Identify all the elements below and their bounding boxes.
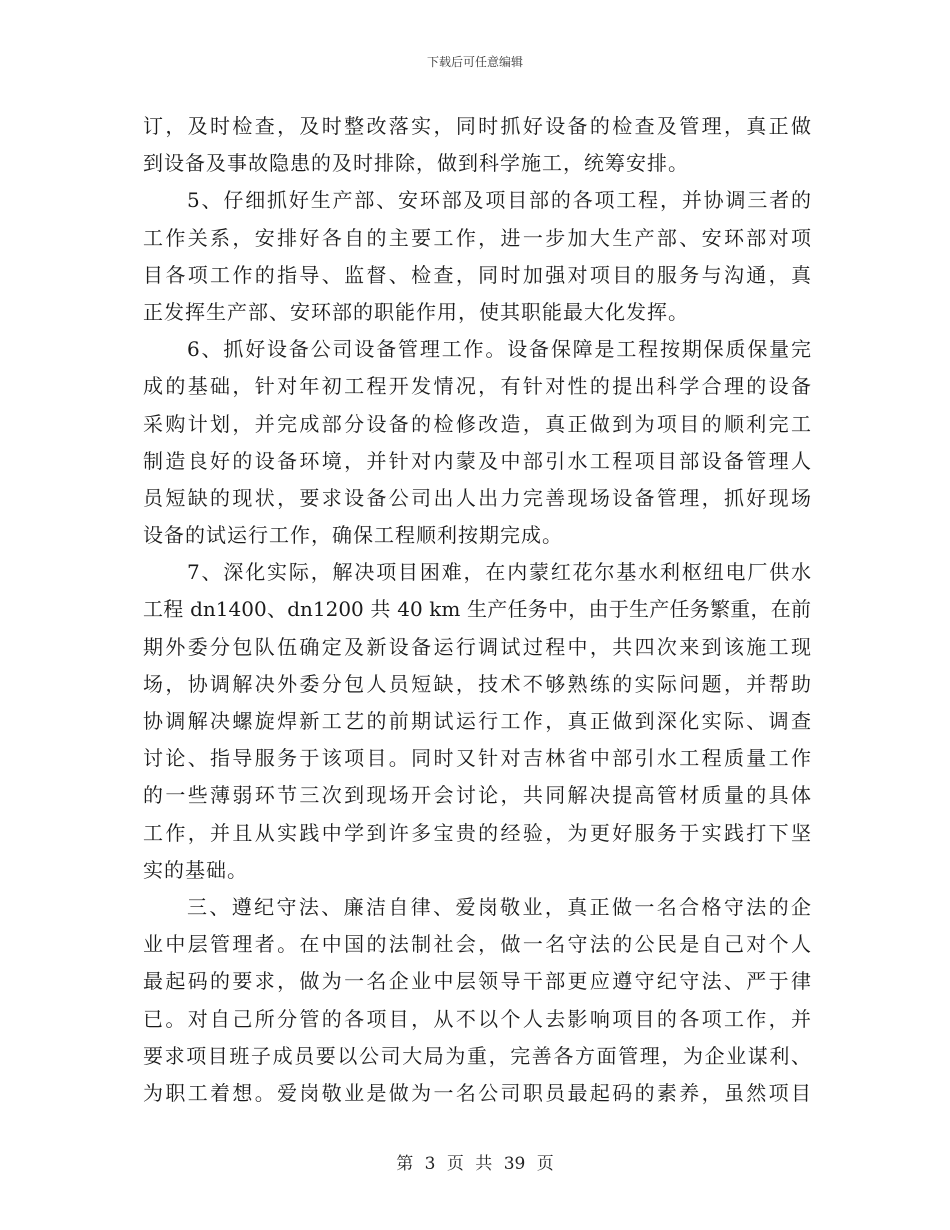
text-line: 要求项目班子成员要以公司大局为重，完善各方面管理，为企业谋利、 (143, 1043, 811, 1068)
text-line: 采购计划，并完成部分设备的检修改造，真正做到为项目的顺利完工 (143, 411, 811, 436)
page-header: 下载后可任意编辑 (426, 55, 523, 69)
text-line: 为职工着想。爱岗敬业是做为一名公司职员最起码的素养，虽然项目 (143, 1080, 811, 1105)
text-line: 期外委分包队伍确定及新设备运行调试过程中，共四次来到该施工现 (143, 634, 811, 659)
text-line: 讨论、指导服务于该项目。同时又针对吉林省中部引水工程质量工作 (143, 746, 811, 771)
text-line: 工作关系，安排好各自的主要工作，进一步加大生产部、安环部对项 (143, 225, 811, 250)
paragraph-start-line: 7、深化实际，解决项目困难，在内蒙红花尔基水利枢纽电厂供水 (187, 560, 811, 585)
page-number-footer: 第 3 页 共 39 页 (396, 1154, 554, 1174)
text-line: 目各项工作的指导、监督、检查，同时加强对项目的服务与沟通，真 (143, 262, 811, 287)
text-line: 最起码的要求，做为一名企业中层领导干部更应遵守纪守法、严于律 (143, 969, 811, 994)
document-body (143, 108, 811, 1112)
text-line: 已。对自己所分管的各项目，从不以个人去影响项目的各项工作，并 (143, 1006, 811, 1031)
text-line: 正发挥生产部、安环部的职能作用，使其职能最大化发挥。 (143, 299, 689, 324)
text-line: 实的基础。 (143, 857, 248, 882)
text-line: 制造良好的设备环境，并针对内蒙及中部引水工程项目部设备管理人 (143, 448, 811, 473)
paragraph-start-line: 5、仔细抓好生产部、安环部及项目部的各项工程，并协调三者的 (187, 188, 811, 213)
text-line: 的一些薄弱环节三次到现场开会讨论，共同解决提高管材质量的具体 (143, 783, 811, 808)
text-line: 到设备及事故隐患的及时排除，做到科学施工，统筹安排。 (143, 151, 689, 176)
text-line: 员短缺的现状，要求设备公司出人出力完善现场设备管理，抓好现场 (143, 485, 811, 510)
text-line: 协调解决螺旋焊新工艺的前期试运行工作，真正做到深化实际、调查 (143, 709, 811, 733)
paragraph-start-line: 6、抓好设备公司设备管理工作。设备保障是工程按期保质保量完 (187, 337, 811, 362)
paragraph-start-line: 三、遵纪守法、廉洁自律、爱岗敬业，真正做一名合格守法的企 (187, 894, 811, 919)
text-line: 设备的试运行工作，确保工程顺利按期完成。 (143, 523, 563, 548)
text-line: 工程 dn1400、dn1200 共 40 km 生产任务中，由于生产任务繁重，在前 (143, 597, 811, 622)
text-line: 订，及时检查，及时整改落实，同时抓好设备的检查及管理，真正做 (143, 114, 811, 138)
text-line: 成的基础，针对年初工程开发情况，有针对性的提出科学合理的设备 (143, 374, 811, 399)
text-line: 场，协调解决外委分包人员短缺，技术不够熟练的实际问题，并帮助 (143, 671, 811, 696)
text-line: 业中层管理者。在中国的法制社会，做一名守法的公民是自己对个人 (143, 932, 811, 957)
text-line: 工作，并且从实践中学到许多宝贵的经验，为更好服务于实践打下坚 (143, 820, 811, 845)
